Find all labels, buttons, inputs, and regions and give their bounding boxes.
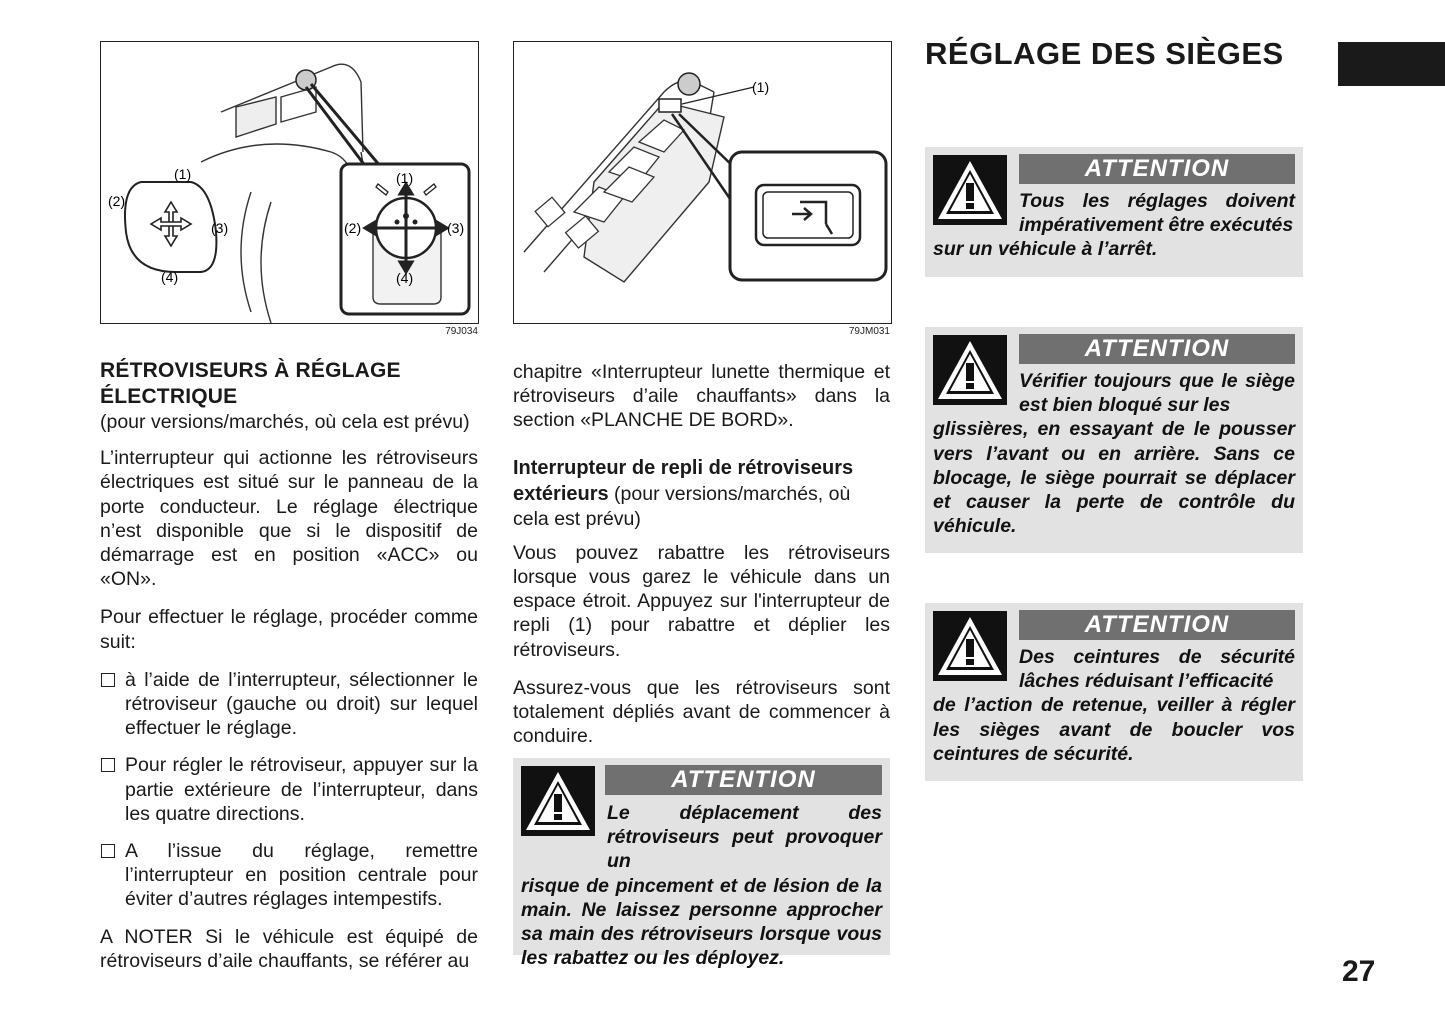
figure-mirror-switch: [100, 41, 479, 324]
mirror-switch-illustration: [101, 42, 478, 323]
list-item: Pour régler le rétroviseur, appuyer sur la partie extérieure de l’interrupteur, dans les quatre directions.: [100, 753, 478, 826]
paragraph-procedure: Pour effectuer le réglage, procéder comme suit:: [100, 606, 478, 653]
page-number: 27: [1342, 955, 1376, 988]
fold-switch-illustration: [514, 42, 891, 323]
paragraph-fold-check: Assurez-vous que les rétroviseurs sont totalement dépliés avant de commencer à conduire.: [513, 676, 890, 748]
figure-code-1: 79J034: [445, 326, 478, 337]
checkbox-bullet-icon: [101, 758, 115, 772]
section-subheading: (pour versions/marchés, où cela est prévu): [100, 411, 470, 433]
fig1-label-4b: (4): [396, 270, 414, 286]
page-title: RÉGLAGE DES SIÈGES: [925, 36, 1284, 71]
figure-code-2: 79JM031: [848, 326, 890, 337]
fig1-label-2b: (2): [344, 220, 362, 236]
warning-text: Vérifier toujours que le siège est bien bloqué sur les glissières, en essayant de le pousser vers l’avant ou en arrière. Sans ce blocage, le siège pourrait se déplacer et causer la perte de contrôle du véhicule.: [933, 370, 1295, 538]
fig1-label-3a: (3): [211, 220, 229, 236]
checkbox-bullet-icon: [101, 673, 115, 687]
warning-box-3: [925, 603, 1303, 781]
fig1-label-4a: (4): [161, 269, 179, 285]
fig1-label-3b: (3): [447, 220, 465, 236]
warning-label: ATTENTION: [1019, 154, 1295, 184]
warning-label: ATTENTION: [1019, 610, 1295, 640]
checkbox-bullet-icon: [101, 844, 115, 858]
warning-label: ATTENTION: [605, 765, 882, 795]
column-1: [100, 358, 478, 987]
paragraph-chapter-ref: chapitre «Interrupteur lunette thermique et rétroviseurs d’aile chauffants» dans la section «PLANCHE DE BORD».: [513, 361, 890, 432]
paragraph-note: A NOTER Si le véhicule est équipé de rétroviseurs d’aile chauffants, se référer au: [100, 925, 478, 972]
column-2: [513, 360, 890, 762]
warning-text: Le déplacement des rétroviseurs peut provoquer un risque de pincement et de lésion de la main. Ne laissez personne approcher sa main des rétroviseurs lorsque vous les rabattez ou les déployez.: [521, 802, 882, 970]
section-tab: [1338, 42, 1445, 86]
fold-switch-heading: Interrupteur de repli de rétroviseurs extérieurs (pour versions/marchés, où cela est prévu): [513, 456, 854, 530]
procedure-list: [100, 668, 478, 912]
fig1-label-2a: (2): [108, 193, 126, 209]
warning-text: Tous les réglages doivent impérativement être exécutés sur un véhicule à l’arrêt.: [933, 190, 1295, 261]
figure-fold-switch: [513, 41, 892, 324]
section-heading-mirrors: RÉTROVISEURS À RÉGLAGE ÉLECTRIQUE: [100, 359, 401, 408]
warning-box-2: [925, 327, 1303, 553]
paragraph-fold-usage: Vous pouvez rabattre les rétroviseurs lorsque vous garez le véhicule dans un espace étroit. Appuyez sur l'interrupteur de repli (1) pour rabattre et déplier les rétroviseurs.: [513, 541, 890, 661]
warning-box-mirrors: [513, 758, 890, 970]
list-item: A l’issue du réglage, remettre l’interrupteur en position centrale pour éviter d’autres réglages intempestifs.: [100, 839, 478, 912]
warning-label: ATTENTION: [1019, 334, 1295, 364]
warning-box-1: [925, 147, 1303, 277]
fig1-label-1a: (1): [174, 166, 192, 182]
paragraph-switch-location: L’interrupteur qui actionne les rétroviseurs électriques est situé sur le panneau de la porte conducteur. Le réglage électrique n’est disponible que si le dispositif de démarrage est en position «ACC» ou «ON».: [100, 447, 478, 591]
fig2-label-1: (1): [752, 79, 770, 95]
fig1-label-1b: (1): [396, 170, 414, 186]
list-item: à l’aide de l’interrupteur, sélectionner le rétroviseur (gauche ou droit) sur lequel effectuer le réglage.: [100, 668, 478, 741]
warning-text: Des ceintures de sécurité lâches réduisant l’efficacité de l’action de retenue, veiller à régler les sièges avant de boucler vos ceintures de sécurité.: [933, 646, 1295, 765]
